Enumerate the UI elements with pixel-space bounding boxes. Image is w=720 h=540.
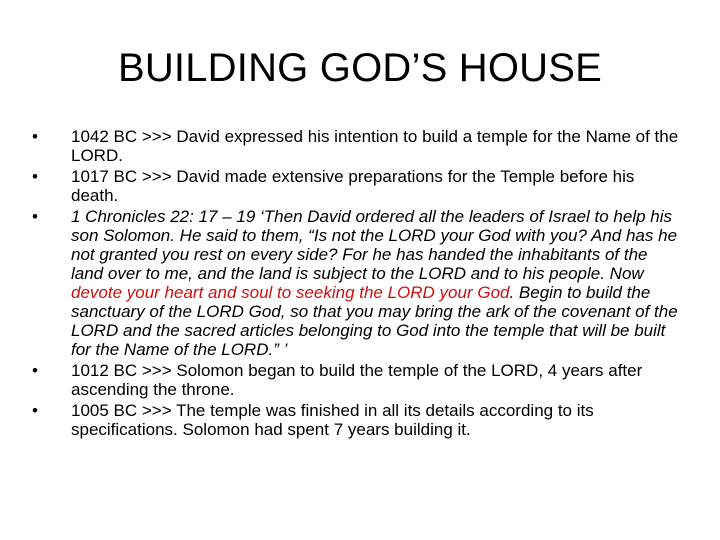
bullet-dot-icon: • [32,167,38,186]
bullet-item-1005bc [32,401,682,439]
bullet-item-1017bc [32,167,682,205]
bullet-item-1042bc [32,127,682,165]
bullet-dot-icon: • [32,207,38,226]
bullet-text: 1042 BC >>> David expressed his intention to build a temple for the Name of the LORD. [71,127,679,165]
quote-text-part1: 1 Chronicles 22: 17 – 19 ‘Then David ordered all the leaders of Israel to help his son Solomon. He said to them, “Is not the LORD your God with you? And has he not granted you rest on every side? For he has handed the inhabitants of the land over to me, and the land is subject to the LORD and to his people. Now [71,207,678,283]
quote-highlight: devote your heart and soul to seeking the LORD your God [71,283,510,302]
bullet-item-chronicles-quote [32,207,682,359]
slide-title: BUILDING GOD’S HOUSE [117,46,603,90]
bullet-list [32,127,682,441]
bullet-dot-icon: • [32,401,38,420]
bullet-text: 1012 BC >>> Solomon began to build the temple of the LORD, 4 years after ascending the throne. [71,361,643,399]
quote-text-part2: . Begin to build the sanctuary of the LORD God, so that you may bring the ark of the covenant of the LORD and the sacred articles belonging to God into the temple that will be built for the Name of the LORD.” ’ [71,283,678,359]
bullet-dot-icon: • [32,361,38,380]
bullet-dot-icon: • [32,127,38,146]
bullet-item-1012bc [32,361,682,399]
bullet-text: 1017 BC >>> David made extensive preparations for the Temple before his death. [71,167,635,205]
bullet-text: 1005 BC >>> The temple was finished in all its details according to its specifications. Solomon had spent 7 years building it. [71,401,594,439]
